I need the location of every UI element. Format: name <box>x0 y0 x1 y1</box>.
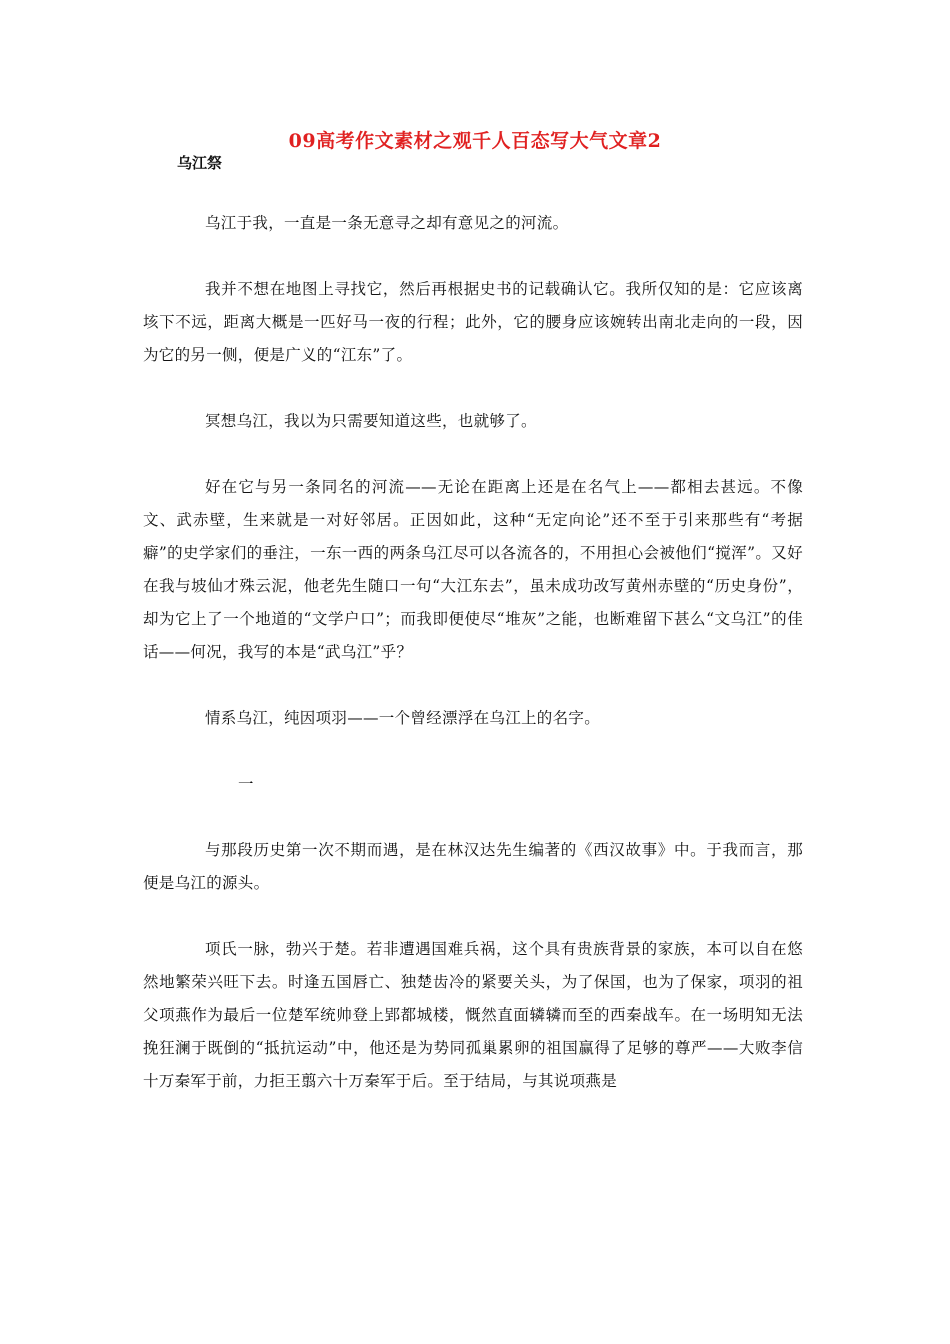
paragraph: 我并不想在地图上寻找它，然后再根据史书的记载确认它。我所仅知的是：它应该离垓下不远，距离大概是一匹好马一夜的行程；此外，它的腰身应该婉转出南北走向的一段，因为它的另一侧，便是广义的“江东”了。 <box>143 280 803 364</box>
paragraph: 冥想乌江，我以为只需要知道这些，也就够了。 <box>205 412 537 430</box>
paragraph: 好在它与另一条同名的河流——无论在距离上还是在名气上——都相去甚远。不像文、武赤壁，生来就是一对好邻居。正因如此，这种“无定向论”还不至于引来那些有“考据癖”的史学家们的垂注，一东一西的两条乌江尽可以各流各的，不用担心会被他们“搅浑”。又好在我与坡仙才殊云泥，他老先生随口一句“大江东去”，虽未成功改写黄州赤壁的“历史身份”，却为它上了一个地道的“文学户口”；而我即便使尽“堆灰”之能，也断难留下甚么“文乌江”的佳话——何况，我写的本是“武乌江”乎？ <box>143 478 803 661</box>
paragraph: 项氏一脉，勃兴于楚。若非遭遇国难兵祸，这个具有贵族背景的家族，本可以自在悠然地繁荣兴旺下去。时逢五国唇亡、独楚齿冷的紧要关头，为了保国，也为了保家，项羽的祖父项燕作为最后一位楚军统帅登上郢都城楼，慨然直面辚辚而至的西秦战车。在一场明知无法挽狂澜于既倒的“抵抗运动”中，他还是为势同孤巢累卵的祖国赢得了足够的尊严——大败李信十万秦军于前，力拒王翦六十万秦军于后。至于结局，与其说项燕是 <box>143 940 803 1090</box>
document-body <box>143 207 803 1131</box>
paragraph: 情系乌江，纯因项羽——一个曾经漂浮在乌江上的名字。 <box>205 709 601 727</box>
section-number: 一 <box>238 775 254 793</box>
document-subtitle: 乌江祭 <box>177 154 223 172</box>
paragraph: 乌江于我，一直是一条无意寻之却有意见之的河流。 <box>205 214 569 232</box>
document-title: 09高考作文素材之观千人百态写大气文章2 <box>288 130 662 152</box>
paragraph: 与那段历史第一次不期而遇，是在林汉达先生编著的《西汉故事》中。于我而言，那便是乌江的源头。 <box>143 841 803 892</box>
